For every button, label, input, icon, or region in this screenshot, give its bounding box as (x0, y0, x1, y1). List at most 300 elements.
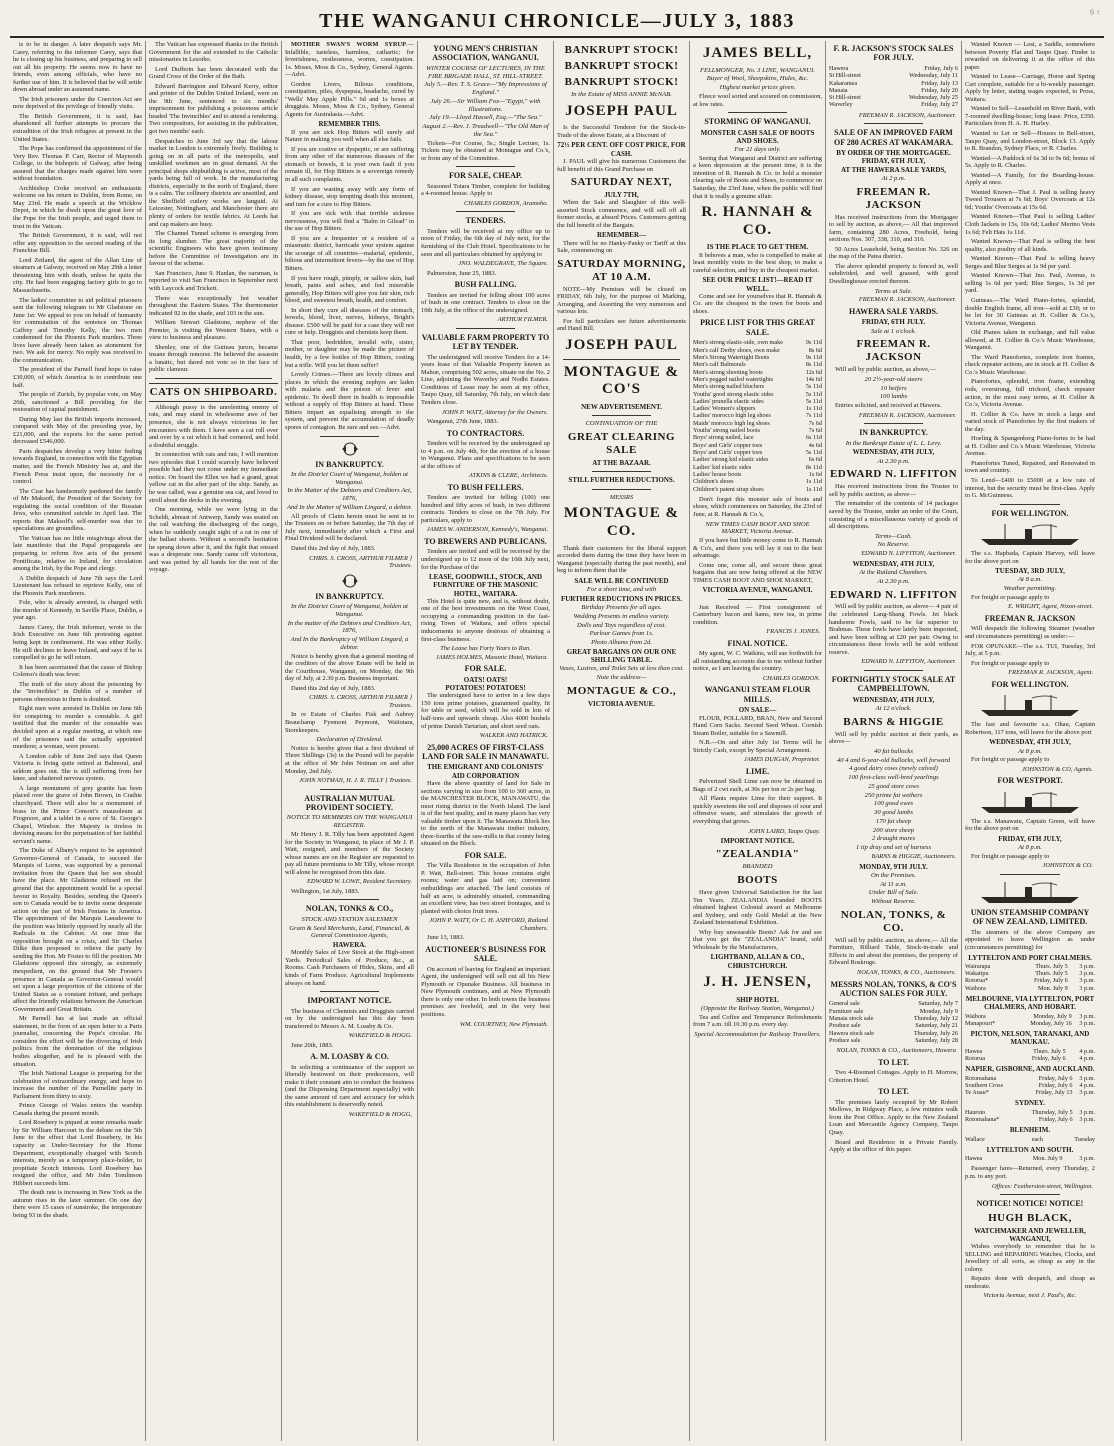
improved-time: At 2 p.m. (881, 174, 906, 182)
bell-prices: Highest market prices given. (719, 84, 796, 92)
freeman-1: FREEMAN R. JACKSON (856, 185, 931, 211)
price-row-cell: Men's strong nailed bluchers (693, 383, 765, 391)
price-row-cell: 4s 6d (808, 441, 822, 449)
hugh-black-trade: WATCHMAKER AND JEWELLER, WANGANUI, (974, 1226, 1086, 1243)
price-row-cell: Men's Strong Watertight Boots (693, 353, 770, 361)
westport-body: The s.s. Manawatu, Captain Green, will leave for the above port on (965, 817, 1095, 833)
nolan-row-cell: Manaia stock sale (829, 1015, 874, 1023)
union-route-cell: Friday, July 6 (1033, 977, 1068, 985)
liffiton-time: At 2.30 p.m. (877, 577, 910, 585)
terms: Terms at Sale. (874, 287, 913, 295)
barns-item: 40 4 and 6-year-old bullocks, well forward (837, 756, 950, 764)
nolan-row-cell: Thursday, July 12 (913, 1015, 958, 1023)
barns-signature: BARNS & HIGGIE, Auctioneers. (871, 853, 956, 860)
great-clearing-sale: GREAT CLEARING SALE (567, 431, 676, 457)
barns-item: 4 good dairy cows (newly calved) (849, 765, 938, 773)
wellington-1-date: TUESDAY, 3RD JULY, (995, 567, 1065, 576)
price-row-cell: 7s 6d (808, 419, 822, 427)
price-row (693, 486, 822, 493)
liffiton-signature-2: EDWARD N. LIFFITON, Auctioneer. (861, 658, 956, 666)
bankruptcy-1-debtor: And In the Matter of William Lingard, a debtor. (286, 504, 413, 511)
joseph-paul-heading: JOSEPH PAUL (565, 102, 678, 119)
wellington-1-weather: Weather permitting. (1003, 585, 1057, 593)
cats-heading: CATS ON SHIPBOARD. (149, 383, 278, 402)
jackson-row-cell: Wednesday, July 11 (909, 72, 958, 80)
bushfellers-body: Tenders are invited for felling (100) one hundred and fifty acres of bush, in two different contracts. Tenders to close on the 7th July. For particulars, apply to (421, 494, 550, 524)
loasby-body: In soliciting a continuance of the support so liberally bestowed on their predecessors, will make it their constant aim to conduct the business (and the Dispensing Department especially) with the same amount of care and accuracy for which this establishment is deservedly noted. (285, 1063, 414, 1109)
union-route-cell: Friday, July 6 (1038, 1074, 1073, 1082)
column-4 (418, 41, 554, 1441)
entries: Entries solicited, and received at Hawera. (835, 402, 942, 410)
contractors-signature: ATKINS & CLERE, Architects. (468, 472, 548, 480)
dividend-signature: JOHN NOTMAN, H. J. R. TILLY } Trustees. (299, 777, 412, 785)
ymca-tickets: Tickets—For Course, 5s.; Single Lecture, 1s. Tickets may be obtained at Montague and Co.'s, or from any of the Committee. (421, 139, 550, 162)
news-paragraph: The British Government, it is said, will not offer any opposition to the second reading of the Franchise Bill. (13, 232, 142, 255)
union-route-cell: Hawea (965, 1047, 983, 1055)
nolan-row-cell: Saturday, July 28 (915, 1036, 958, 1044)
ad-paragraph: If you are wasting away with any form of kidney disease, stop tempting death this moment, and turn for a cure to Hop Bitters. (285, 185, 414, 208)
union-route-cell: 3 p.m. (1079, 962, 1095, 970)
wellington-2-heading: FOR WELLINGTON. (991, 679, 1069, 689)
wellington-2-body: The fast and favourite s.s. Ohau, Captain Robertson, 117 tons, will leave for the above port (965, 721, 1095, 736)
tolet-heading: TO LET. (878, 1057, 909, 1067)
jackson-row (829, 94, 958, 101)
bell-fleece: Fleece wool sorted and scoured on commission, at low rates. (693, 92, 822, 108)
bargains: GREAT BARGAINS ON OUR ONE SHILLING TABLE. (566, 647, 677, 665)
without-reserve: Without Reserve. (871, 898, 916, 906)
nolan-row-cell: Thursday, July 26 (913, 1029, 958, 1037)
flour-nb: N.B.—On and after July 1st Terms will be Strictly Cash, except by Special Arrangement. (693, 739, 822, 754)
bush-body: Tenders are invited for felling about 100 acres of bush in one contract. Tenders to close on the 10th July, at the office of the undersigned. (421, 291, 550, 314)
auctioneer-heading: AUCTIONEER'S BUSINESS FOR SALE. (425, 944, 546, 964)
union-route-heading: LYTTELTON AND SOUTH. (986, 1145, 1074, 1154)
price-row-cell: 14s 6d (805, 375, 822, 383)
fortnightly-clock: At 12 o'clock. (875, 704, 912, 712)
union-route-cell: Monday, July 9 (1033, 1012, 1072, 1020)
wanted-ad: Wanted to Lease—Carriage, Horse and Spring Cart complete, suitable for a bi-weekly passenger. Apply by letter, stating wages expected, to Pross, Waitara. (965, 73, 1095, 103)
bell-place: FELLMONGER, No. 3 LINE, WANGANUI. (700, 66, 815, 74)
hawera-yards: HAWERA SALE YARDS. (849, 306, 938, 316)
union-route-cell: Thurs. July 5 (1035, 962, 1068, 970)
union-route-cell: Hawea (965, 1155, 983, 1163)
bankrupt-stock-line: BANKRUPT STOCK! (564, 44, 679, 56)
liffiton-2-body: Will sell by public auction, as above— 4 pair of the celebrated Lang-Shang Fowls. Jet black handsome Fowls, said to be far superior to Brahmas. These fowls have lately been imported, and have been selling at £20 per pair. Owing to circumstances these fowls will be sold without reserve. (829, 603, 958, 656)
price-row-cell: 12s 6d (805, 368, 822, 376)
brewers-signature: JAMES HOLMES, Masonic Hotel, Waitara. (435, 653, 548, 661)
union-route-cell: Rotorua* (965, 977, 989, 985)
short-time: For a short time, and with (586, 586, 657, 594)
column-8 (962, 41, 1098, 1441)
farm-date: Wanganui, 27th June, 1883. (427, 418, 499, 426)
news-paragraph: The Czar has handsomely pardoned the family of Mr Maksoff, the President of the Society for regulating the social condition of the Russian Jews, who committed suicide in April last. The reports that Maksoff's self-murder was due to speculations are groundless. (13, 487, 142, 533)
ymca-sub: WINTER COURSE OF LECTURES, IN THE FIRE BRIGADE HALL, ST. HILL-STREET. (426, 64, 545, 80)
news-paragraph: The Vatican has no little misgivings about the late manifesto that the Papal propaganda are preparing to reform five acts of the present Pontificate, relative to Ireland, for circulation among the Irish, by the Pope and clergy. (13, 534, 142, 573)
news-paragraph: The Irish National League is preparing for the celebration of extraordinary energy, and hope to increase the number of the Parnellite party in Parliament from thirty to sixty. (13, 1070, 142, 1100)
jackson-row-cell: Friday, July 6 (924, 64, 958, 72)
union-route-cell: Friday, July 6 (1031, 1054, 1066, 1062)
storming-days: For 21 days only. (734, 146, 781, 154)
tenders-signature: JNO. WALDEGRAVE, The Square. (458, 260, 548, 268)
news-paragraph: The Duke of Albany's request to be appointed Governor-General of Canada, to succeed the Marquis of Lorne, was supported by a personal invitation from the Queen that her son should have the place. Mr Gladstone refused on the ground that the appointment would be a special favour to Royalty. Besides, sending the Queen's son to Canada would be to invite some desperate action on the part of Irish Fenians in America. The appointment of the Marquis Lansdowne to the position was bitterly opposed by nearly all the Radicals in the Cabinet. At one time the opposition brought on a crisis, and Sir Charles Dilke then proposed to relieve the party by sending the Hon. Mr Foster to fill the position. Mr Gladstone opposed this strongly, as extremely inexpedient, on the ground that Mr Forster's presence in Canada as Governor-General would set upon a large proportion of the citizens of the United States as a constant irritant, and perhaps affect the friendly relations between the American Government and Great Britain. (13, 847, 142, 1013)
union-route-row (965, 1089, 1095, 1096)
price-row-cell: Men's calf Derby shoes, own make (693, 346, 780, 354)
col7-bankrupt-time: At 2.30 p.m. (877, 457, 910, 465)
victoria-avenue: VICTORIA AVENUE. (587, 699, 656, 708)
zealandia-signature: LIGHTBAND, ALLAN & CO., CHRISTCHURCH. (710, 953, 805, 970)
bankruptcy-1-court: In the District Court of Wanganui, holden at Wanganui. (291, 470, 408, 486)
barns-item: 30 good lambs (874, 809, 913, 817)
jackson-table (829, 65, 958, 109)
bankruptcy-2-court: In the District Court of Wanganui, holden at Wanganui. (291, 603, 408, 618)
jackson-row-cell: Friday, July 20 (921, 86, 958, 94)
ymca-lectures (421, 81, 550, 138)
union-route-cell: 3 p.m. (1079, 977, 1095, 985)
tenders-heading: TENDERS. (465, 216, 506, 226)
column-2 (146, 41, 282, 1441)
union-route-table (965, 1136, 1095, 1143)
wellington-2-time: At 8 p.m. (1018, 747, 1042, 755)
barns-items (829, 748, 958, 852)
nolan-sub2: Grain & Seed Merchants, Land, Financial, & General Commission Agents, (289, 924, 410, 940)
news-paragraph: William Stewart Gladstone, nephew of the Premier, is visiting the Western States, with a view to business and pleasure. (149, 319, 278, 342)
ad-paragraph: If you are sick with that terrible sickness nervousness, you will find a "Balm in Gilead" in the use of Hop Bitters. (285, 210, 414, 233)
liffiton-reserve: No Reserve. (877, 541, 910, 549)
jackson-row-cell: St Hill-street (829, 94, 861, 102)
price-row (693, 354, 822, 361)
bushfellers-heading: TO BUSH FELLERS. (447, 482, 524, 492)
westport-heading: FOR WESTPORT. (997, 776, 1063, 786)
bill-of-sale: Under Bill of Sale. (868, 889, 919, 897)
news-paragraph: The truth of the story about the poisoning by the "Invincibles" in Dublin of a number of persons obnoxious to them is doubted. (13, 680, 142, 703)
jackson-row-cell: Friday, July 27 (921, 101, 958, 109)
price-row-cell: Ladies' house boots (693, 470, 742, 478)
wellington-1-heading: FOR WELLINGTON. (991, 508, 1069, 518)
bankruptcy-1-heading: IN BANKRUPTCY. (315, 459, 384, 469)
union-route-cell: 4 p.m. (1079, 1081, 1095, 1089)
wanted-ads (965, 41, 1095, 500)
fortnightly: FORTNIGHTLY STOCK SALE AT CAMPBELLTOWN. (831, 674, 956, 694)
tenders-body: Tenders will be received at my office up to noon of Friday, the 6th day of July next, for the furnishing of the Club Hotel. Specifications to be seen and all particulars obtained by applying to (421, 227, 550, 258)
bankruptcy-1-date: Dated this 2nd day of July, 1883. (291, 544, 376, 552)
acres-body: Have the above quantity of land for Sale in sections varying in size from 100 to 360 acres, in the MANCHESTER BLOCK, MANAWATU, the most rising district in the North Island. The land is of the best quality, and in many places has very valuable timber upon it. The Manawatu Block lies to the north of the Manawatu timber industry, three-fourths of the saw-mills in that county being situated on the Block. (421, 779, 550, 848)
saturday-next: SATURDAY NEXT, (570, 176, 673, 189)
victoria-avenue-wanganui: VICTORIA AVENUE, WANGANUI. (702, 586, 813, 595)
worm-syrup-title: MOTHER SWAN'S WORM SYRUP (291, 41, 406, 48)
nolan-july-heading: MESSRS NOLAN, TONKS, & CO'S AUCTION SALES FOR JULY. (830, 979, 957, 998)
flour-items: FLOUR, POLLARD, BRAN, New and Second Hand Corn Sacks. Second Seed Wheat. Cornish Steam Boiler, suitable for a Sawmill. (693, 714, 822, 737)
union-route-row (965, 1020, 1095, 1027)
bush-signature: ARTHUR FILMER. (497, 316, 548, 324)
ad-paragraph: In short they cure all diseases of the stomach, bowels, blood, liver, nerves, kidneys, Bright's disease. £500 will be paid for a case they will not cure or help. Druggists and chemists keep them. (285, 306, 414, 337)
premises: On the Premises. (871, 871, 916, 879)
price-row (693, 442, 822, 449)
wanted-ad: To Lend—£400 to £5000 at a low rate of interest, but the security must be first-class. Apply to G. McGuinness. (965, 476, 1095, 500)
worm-syrup-ad: MOTHER SWAN'S WORM SYRUP.—Infallible, tasteless, harmless, cathartic; for feverishness, restlessness, worms, constipation. 1s. Moses, Moss & Co., Sydney, General Agents.—Advt. (285, 41, 414, 79)
union-route-row (965, 1155, 1095, 1162)
dont-forget: Don't forget this monster sale of boots and shoes, which commences on Saturday, the 23rd of June, at R. Hannah & Co.'s, (693, 495, 822, 518)
wanted-ad: Wanted Known—That J. Paul is selling heavy Tweed Trousers at 7s 6d; Boys' Overcoats at 12s 6d; Youths' Overcoats at 15s 6d. (965, 188, 1095, 211)
nolan-row-cell: Produce sale (829, 1022, 861, 1030)
particulars: For full particulars see future advertisements and Hand Bill. (557, 317, 686, 333)
union-route-cell: Thurs. July 5 (1033, 1047, 1066, 1055)
amp-heading: AUSTRALIAN MUTUAL PROVIDENT SOCIETY. (304, 793, 395, 813)
fortnightly-date: WEDNESDAY, 4TH JULY, (852, 695, 935, 704)
price-row-cell: Youths' good strong elastic sides (693, 390, 774, 398)
news-paragraph: is to be in danger. A later despatch says Mr. Carey, referring to the informer Carey, says that he is closing up his business, and preparing to sell out all his property. He seems now to have no friends, even among officials, who have no further use of him. It is believed that he will settle down abroad under an assumed name. (13, 41, 142, 94)
lime-signature: JOHN LAIRD, Taupo Quay. (748, 827, 820, 835)
price-row-cell: 7s 11d (805, 412, 822, 420)
union-route-row (965, 1075, 1095, 1082)
zealandia-branded: BRANDED (742, 863, 773, 871)
price-row-cell: Ladies' Women's slippers (693, 405, 756, 413)
barns-heading: BARNS & HIGGIE (843, 715, 944, 728)
news-paragraph: In connection with cats and rats, I will mention two episodes that I could scarcely have believed possible had they not come under my immediate notice. On board the Ellen we had a grand, great yellow cat in the after part of the ship. Sandy, as he was called, was a genuine sea cat, and loved to stroll about the decks in the evening. (149, 451, 278, 504)
nolan-row-cell: General sale (829, 1000, 860, 1008)
bushfellers-signature: JAMES W. ANDERSON, Kennedy's, Wanganui. (426, 526, 548, 534)
column-6 (690, 41, 826, 1441)
important-notice-date: June 20th, 1883. (291, 1041, 334, 1049)
news-paragraph: One morning, while we were lying in the Scheldt, abreast of Antwerp, Sandy was seated on the rail watching the discharging of the cargo, when he suddenly caught sight of a rat in one of the ballast shoots. Without a second's hesitation he sprang down after it, and the fight that ensued was a desperate one. Sandy came off victorious, and was petted by all hands for the rest of the voyage. (149, 506, 278, 574)
price-row-cell: 1s 11d (805, 405, 822, 413)
montague-item: Photo Albums from 2d. (591, 639, 652, 647)
jackson-row-cell: Hawera (829, 64, 849, 72)
column-3 (282, 41, 418, 1441)
price-row-cell: Ladies' strong kid elastic sides (693, 456, 769, 464)
union-route-cell: 3 p.m. (1079, 1012, 1095, 1020)
ymca-lecture: August 2.—Rev. J. Treadwell—"The Old Man of the Sea." (422, 123, 549, 138)
price-row-cell: Youths' strong nailed boots (693, 427, 761, 435)
loasby-signature: WAKEFIELD & HOGG, (348, 1110, 412, 1118)
cats-article (149, 404, 278, 574)
news-paragraph: During May last the British imports increased, compared with May of the preceding year, by £21,000, and the exports for the same period decreased £546,000. (13, 415, 142, 446)
nolan-body: Monthly Sales of Live Stock at the High-street Yards. Periodical Sales of Produce, &c., at Rooms. Cash Purchasers of Hides, Skins, and all kinds of Farm Produce. Agricultural Implements always on hand. (285, 949, 414, 987)
news-paragraph: Lord Zetland, the agent of the Allan Line of steamers at Galway, received on May 29th a letter threatening him with death, unless he quits the city. He had been engaging factory girls to go to Massachusetts. (13, 256, 142, 294)
union-route-cell: Wakatipu (965, 970, 989, 978)
price-row (693, 391, 822, 398)
hannah-place: IS THE PLACE TO GET THEM. (706, 243, 809, 252)
price-row-cell: 8s 6d (808, 346, 822, 354)
hannah-body: It behoves a man, who is compelled to make at least monthly visits to the best shop, to make a careful selection, and buy in the cheapest market. (693, 251, 822, 274)
price-row-cell: 7s 6d (808, 427, 822, 435)
barns-item: 100 good ewes (873, 800, 914, 808)
storming-sub: MONSTER CASH SALE OF BOOTS AND SHOES. (700, 128, 815, 145)
barns-item: 170 fat sheep (875, 817, 912, 825)
nolan-row (829, 1022, 958, 1029)
oats-sub: OATS! OATS! (463, 675, 508, 684)
union-route-cell: Southern Cross (965, 1081, 1003, 1089)
westport-signature: JOHNSTON & CO. (1042, 862, 1093, 870)
liffiton-signature-1: EDWARD N. LIFFITON, Auctioneer. (861, 550, 956, 558)
westport-freight: For freight or passage apply to (971, 852, 1050, 860)
villa-date: June 13, 1883. (427, 934, 465, 942)
vases: Vases, Lustres, and Toilet Sets at less than cost. (559, 665, 684, 673)
amp-signature: EDWARD W. LOWE, Resident Secretary. (306, 878, 412, 886)
nolan-place: HAWERA. (332, 941, 367, 950)
farm-body: The undersigned will receive Tenders for a 14-years lease of that Valuable Property known as Mahoe, comprising 502 acres, situate on the No. 2 Line, adjoining the Waverley and Nodhi Estates. Conditions of Lease may be seen at my office, Taupo Quay, till Saturday, 7th July, on which date Tenders close. (421, 353, 550, 406)
wanted-ad: The Ward Pianofortes, complete iron frames, check repeater actions, are in stock at H. Collier & Co.'s Music Warehouse. (965, 353, 1095, 376)
continuation: CONTINUATION OF THE (585, 420, 658, 428)
nolan-row-cell: Furniture sale (829, 1007, 864, 1015)
price-row (693, 369, 822, 376)
hannah-heading: R. HANNAH & CO. (701, 204, 814, 238)
price-row (693, 420, 822, 427)
union-route-heading: MELBOURNE, VIA LYTTELTON, PORT CHALMERS, AND HOBART. (965, 995, 1095, 1012)
opunake-heading: FREEMAN R. JACKSON (984, 614, 1076, 624)
acres-50: 50 Acres Leasehold, being Section No. 326 on the map of the Patea district. (829, 245, 958, 261)
rutland: At the Rutland Chambers. (859, 568, 928, 576)
wanted-ad: Wanted Known—That Paul is selling Ladies' Cloth Jackets to 15s, 10s 6d; Ladies' Merino Vests 1s 6d; Felt Hats 1s 11d. (965, 213, 1095, 236)
union-route-table (965, 1109, 1095, 1124)
wanted-ad: Wanted to Sell—Leasehold on River Bank, with 7-roomed dwelling-house; long lease. Price, £350. Particulars from H. A. H. Hurley. (965, 105, 1095, 128)
price-row-cell: 8s 11d (805, 463, 822, 471)
hugh-black-body: Wishes everybody to remember that he is SELLING and REPAIRING Watches, Clocks, and Jewellery of all sorts, as cheap as any in the colony. (965, 1243, 1095, 1273)
union-route-cell: 3 p.m. (1079, 984, 1095, 992)
jackson-row-cell: Wednesday, July 25 (908, 94, 958, 102)
opunake-freight: For freight or passage apply to (971, 659, 1050, 667)
hawera-clock: Sale at 1 o'clock. (871, 327, 916, 335)
freeman-2: FREEMAN R. JACKSON (856, 338, 931, 364)
news-paragraph: The ladies' committee to aid political prisoners sent the following telegram to Mr Gladstone on June 1st: We appeal to you on behalf of humanity for commutation of the sentence on Thomas Caffrey and Timothy Kelly, the two men condemned for the Phoenix Park murders. Three lives have already been taken as atonement for two. We ask for mercy. No reply was received to the communication. (13, 296, 142, 364)
see-body: Come and see for yourselves that R. Hannah & Co. are the cheapest in the town for boots and shoes. (693, 292, 822, 315)
storming-body: Seeing that Wanganui and District are suffering a keen depression at the present time, it is the intention of R. Hannah & Co. to hold a monster clearing sale of Boots and Shoes, to commence on Saturday, the 23rd June, when the public will find that it is really a genuine affair. (693, 154, 822, 200)
column-1 (10, 41, 146, 1441)
news-paragraph: Paris despatches develop a very bitter feeling towards England, in connection with the Egyptian matter, and the French Ministry has at, and the French Press insist upon, the necessity for a control. (13, 447, 142, 486)
news-paragraph: Mr Parnell has at last made an official statement, in the form of an open letter to a Paris journalist, concerning the Pope's circular. He considers the effort will be the divorcing of Irish politics from the domination of the religious bodies altogether, and he is pleased with the situation. (13, 1015, 142, 1068)
acres-heading: 25,000 ACRES OF FIRST-CLASS LAND FOR SALE IN MANAWATU. (422, 742, 549, 762)
price-row-cell: 9s 11d (805, 339, 822, 347)
news-paragraph: It has been ascertained that the cause of Bishop Colenso's death was fever. (13, 663, 142, 679)
nolan-tonks-signature: NOLAN, TONKS, & CO., Auctioneers. (856, 968, 956, 976)
barns-item: 1 tip dray and set of harness (855, 844, 932, 852)
steamship-icon (975, 521, 1085, 547)
jensen-opp: (Opposite the Railway Station, Wanganui.) (701, 1004, 814, 1012)
improved-order: BY ORDER OF THE MORTGAGEE. (836, 149, 951, 158)
liffiton-wed: WEDNESDAY, 4TH JULY, (852, 559, 935, 568)
column-2-news (149, 41, 278, 374)
union-route-cell: 3 p.m. (1079, 970, 1095, 978)
lovely-climes-ad: Lovely Crimes.—There are lovely climes and places in which the evening zephyrs are laden with malaria and the poison of fever and epidemic. To dwell there in health is impossible without a supply of Hop Bitters at hand. These Bitters impart an equalising strength to the system, and prevent the accumulation of deadly spores of contagion. Be sure and see.—Advt. (285, 371, 414, 431)
messrs: MESSRS (609, 493, 634, 501)
final-notice-heading: FINAL NOTICE. (727, 638, 788, 648)
forsale-body: Seasoned Totara Timber, complete for building a 4-roomed house. Apply to (421, 182, 550, 198)
jackson-row-cell: Manaia (829, 86, 848, 94)
jensen-body: Tea and Coffee and Temperance Refreshments from 7 a.m. till 10.30 p.m. every day. (693, 1013, 822, 1029)
union-route-cell: Manapouri* (965, 1019, 996, 1027)
nolan-row-cell: Saturday, July 7 (918, 1000, 958, 1008)
wanted-ad: Pianofortes Tuned, Repaired, and Renovated in town and country. (965, 459, 1095, 475)
wanted-ad: Pianofortes, splendid, iron frame, extending rods, overstrung, full trichord, check repeater action, in the most easy terms, at H. Collier & Co.'s, Victoria Avenue. (965, 378, 1095, 409)
union-route-table (965, 1048, 1095, 1063)
amp-sub: NOTICE TO MEMBERS ON THE WANGANUI REGISTER. (286, 814, 413, 830)
bankrupt-stock-line: BANKRUPT STOCK! (564, 59, 679, 72)
wellington-1-time: At 8 a.m. (1018, 576, 1042, 584)
column-5 (554, 41, 690, 1441)
liffiton-2: EDWARD N. LIFFITON (829, 588, 958, 601)
hawera-friday: FRIDAY, 6TH JULY. (861, 318, 926, 327)
nolan-tonks-body: Will sell by public auction, as above,— All the Furniture, Billiard Table, Stock-in-trade and Effects in and about the premises, the property of Edward Roskruge. (829, 936, 958, 967)
montague-co: MONTAGUE & CO. (563, 505, 680, 539)
news-paragraph: There was exceptionally hot weather throughout the Eastern States. The thermometer indicated 92 in the shade, and 103 in the sun. (149, 294, 278, 317)
flour-heading: WANGANUI STEAM FLOUR MILLS. (704, 685, 811, 704)
jackson-row-cell: Kakaramea (829, 79, 858, 87)
news-paragraph: Despatches to June 3rd say that the labour market in London is extremely lively. Building is going on in all parts of the metropolis, and unskilled workmen are in great demand. At the principal shops shipbuilding is active, most of the yards being full of work. In the manufacturing districts, especially in the north of England, there is a calm. The collinery districts are unsettled, and the Sheffield cutlery works are languid. At Leicester, Nottingham, and Manchester there are plenty of orders for textile fabrics. At Leeds hat and cap makers are busy. (149, 137, 278, 228)
price-row (693, 456, 822, 463)
price-row-cell: 1s 11d (805, 478, 822, 486)
barns-item: 200 store sheep (872, 826, 915, 834)
col7-bankrupt-sub: In the Bankrupt Estate of L. L. Levy. (845, 439, 942, 447)
forsale-heading: FOR SALE, CHEAP. (448, 171, 523, 181)
hugh-black-repair: Repairs done with despatch, and cheap as moderate. (965, 1275, 1095, 1290)
union-route-cell: Friday, July 13 (1035, 1089, 1073, 1097)
bankruptcy-2-date: Dated this 2nd day of July, 1883. (291, 684, 376, 692)
nolan-row (829, 1000, 958, 1007)
price-row-cell: Ladies' morocco high leg shoes (693, 412, 771, 420)
ad-paragraph: If you are a frequenter or a resident of a miasmatic district, barricade your system against the scourge of all countries—malarial, epidemic, bilious and intermittent fevers—by the use of Hop Bitters. (285, 234, 414, 273)
union-route-row (965, 1109, 1095, 1116)
auctioneer-body: On account of leaving for England an important Agent, the undersigned will sell out all his New Plymouth or Opunake Business. All business in New Plymouth continues, and at New Plymouth there is only one other. In both towns the business premises are freehold, and in the very best positions. (421, 965, 550, 1018)
bankruptcy-2-heading: IN BANKRUPTCY. (315, 591, 384, 601)
dividend-body: Notice is hereby given that a first dividend of Three Shillings (3s) in the Pound will be payable at the office of Mr John Notman on and after Monday, 2nd July. (285, 744, 414, 775)
hop-bitters-ad (285, 129, 414, 369)
joseph-paul-body: Is the Successful Tenderer for the Stock-in-Trade of the above Estate, at a Discount of (557, 124, 686, 139)
jackson-signature: FREEMAN R. JACKSON, Auctioneer. (858, 111, 956, 119)
barns-item: 250 prime fat wethers (864, 791, 923, 799)
montague-address: MONTAGUE & CO., (566, 684, 677, 697)
royal-crest-icon (339, 573, 361, 589)
liffiton-body2: The remainder of the contents of 14 packages saved by the Trustee, under an order of the Court, consisting of a miscellaneous variety of goods of all descriptions. (829, 500, 958, 531)
wellington-2-freight: For freight or passage apply to (971, 756, 1050, 764)
bankruptcy-1-signature: CHRIS. S. CROSS, ARTHUR FILMER } Trustees. (309, 554, 412, 570)
news-paragraph: The Irish prisoners under the Coercion Act are now deprived of the privilege of friendly visits. (13, 95, 142, 111)
oats-sub2: POTATOES! POTATOES! (445, 684, 526, 693)
barns-item: 25 good store cows (868, 782, 919, 790)
contractors-body: Tenders will be received by the undersigned up to 4 p.m. on July 4th, for the erection of a house in Wanganui. Plans and specifications to be seen at the offices of (421, 440, 550, 470)
union-route-cell: Waihora (965, 984, 986, 992)
news-paragraph: Eight men were arrested in Dublin on June 6th for conspiring to murder a constable. A girl testified that the murder of the constable was decided upon at a regular meeting, at which one of the prisoners said the actually appointed murderer, a woman, were present. (13, 705, 142, 751)
price-row-cell: 1s 11d (805, 485, 822, 493)
bankruptcy-2-signature: CHRIS. S. CROSS, ARTHUR FILMER } Trustees. (309, 694, 412, 709)
price-list-heading: PRICE LIST FOR THIS GREAT SALE. (700, 318, 815, 337)
news-paragraph: The Channel Tunnel scheme is emerging from its long slumber. The great majority of the scientific Engineers who have given testimony before the Committee of Investigation are in favour of the scheme. (149, 230, 278, 268)
union-route-cell: 3 p.m. (1079, 1019, 1095, 1027)
column-7 (826, 41, 962, 1441)
price-row-cell: Men's pegged nailed watertights (693, 375, 773, 383)
tolet-body: Two 4-Roomed Cottages. Apply to H. Morrow, Criterion Hotel. (829, 1069, 958, 1084)
thank-body: Thank their customers for the liberal support accorded them during the time they have been in Wanganui (especially during the past month), and beg to inform them that the (557, 544, 686, 575)
barns-body: Will sell by public auction at their yards, as above— (829, 730, 958, 746)
columns (10, 41, 1104, 1441)
villa-body: The Villa Residence in the occupation of John P. Watt, Bell-street. This house contains eight rooms; water and gas laid on; convenient outbuildings are attached. The land consists of half an acre, is admirably situated, commanding an excellent view, has two street frontages, and is planted with choice fruit trees. (421, 862, 550, 915)
price-row-cell: 8s 11d (805, 361, 822, 369)
price-row-cell: Maids' morocco high leg shoes (693, 419, 770, 427)
union-note: Passenger fares—Returned, every Thursday, 2 p.m. to any port. (965, 1165, 1095, 1181)
improved-yards: AT THE HAWERA SALE YARDS, (840, 165, 947, 174)
loasby-heading: A. M. LOASBY & CO. (310, 1052, 389, 1062)
bankruptcy-1-matter: In the Matter of the Debtors and Creditors Act, 1876, (287, 487, 412, 503)
wanted-ad: Wanted Known — Lost, a Saddle, somewhere between Poverty Flat and Taupo Quay. Finder is rewarded on delivering it at the office of this paper. (965, 41, 1095, 71)
oats-heading: FOR SALE. (464, 664, 507, 674)
price-row-cell: Ladies' kid elastic sides (693, 463, 752, 471)
news-paragraph: A London cable of June 2nd says that Queen Victoria is living quite retired at Balmoral, and seldom goes out. She is still suffering from her knee, and shattered nervous system. (13, 752, 142, 783)
news-paragraph: Although pussy is the unrelenting enemy of rats, and may stand in wholesome awe of her presence, she is not always victorious in her encounters with them. I have seen a cat roll over and over by a rat which it had cornered, and hold a doubtful struggle. (149, 403, 278, 449)
price-row-cell: 5s 11d (805, 383, 822, 391)
union-body: The steamers of the above Company are appointed to leave Wellington as under (circumstances permitting) for (965, 928, 1095, 951)
freeman-item: 100 lambs (879, 393, 908, 401)
wanted-ad: Guineas.—The Ward Piano-fortes, splendid, double English frame, all iron—sold at £30; or to be let for 30 Guineas at H. Collier & Co.'s, Victoria Avenue, Wanganui. (965, 296, 1095, 327)
union-route-row (965, 970, 1095, 977)
jensen-signature: Special Accommodation for Railway Travellers. (694, 1030, 821, 1038)
price-row (693, 376, 822, 383)
